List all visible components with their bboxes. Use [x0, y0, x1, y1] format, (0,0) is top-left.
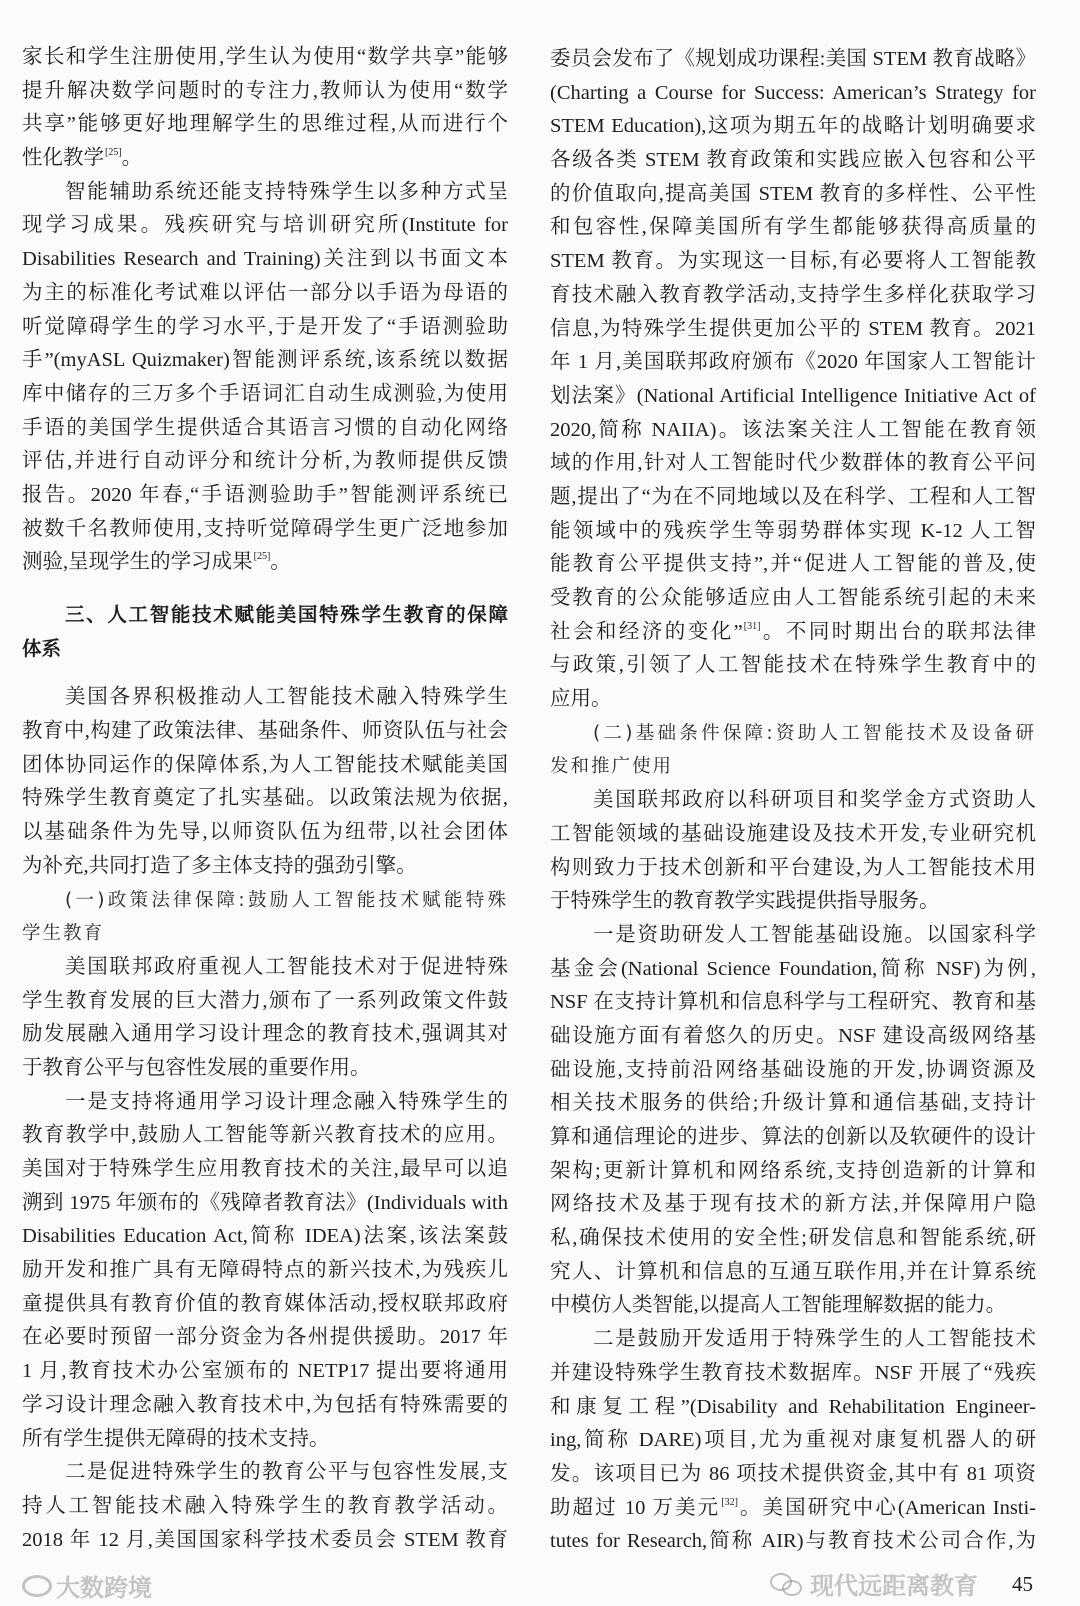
wechat-icon: [770, 1571, 804, 1597]
line-text: 励开发和推广具有无障碍特点的新兴技术,为残疾儿: [22, 1259, 508, 1282]
text-line: [22, 546, 508, 580]
line-text: 为主的标准化考试难以评估一部分以手语为母语的: [22, 281, 508, 304]
text-line: [550, 986, 1036, 1020]
text-line: [550, 953, 1036, 987]
citation-reference: [31]: [743, 620, 761, 632]
text-line: [22, 1119, 508, 1153]
text-line: [22, 715, 508, 749]
text-line: [550, 515, 1036, 549]
text-line: [22, 142, 508, 176]
line-text: 应用。: [550, 688, 612, 711]
text-line: [22, 277, 508, 311]
line-text: 助超过 10 万美元: [550, 1496, 721, 1519]
line-text: 一是资助研发人工智能基础设施。以国家科学: [593, 923, 1036, 946]
subsection-heading-line: [550, 750, 1036, 784]
text-line: [550, 1155, 1036, 1189]
line-text: (一)政策法律保障:鼓励人工智能技术赋能特殊: [65, 889, 508, 911]
line-text: 学生教育: [22, 923, 105, 945]
text-line: [22, 108, 508, 142]
line-text: 智能辅助系统还能支持特殊学生以多种方式呈: [65, 180, 508, 203]
line-text: 共享”能够更好地理解学生的思维过程,从而进行个: [22, 113, 508, 136]
line-text: STEM 教育。为实现这一目标,有必要将人工智能教: [550, 250, 1036, 273]
text-line: [22, 749, 508, 783]
line-text: 中模仿人类智能,以提高人工智能理解数据的能力。: [550, 1294, 1007, 1317]
line-text: 并建设特殊学生教育技术数据库。NSF 开展了“残疾: [550, 1361, 1036, 1384]
line-text: 体系: [22, 636, 62, 660]
line-text: 工智能领域的基础设施建设及技术开发,专业研究机: [550, 822, 1036, 845]
text-line: [550, 919, 1036, 953]
text-line: [550, 144, 1036, 178]
subsection-heading-line: [22, 884, 508, 918]
text-line: [22, 816, 508, 850]
line-text: 受教育的公众能够适应由人工智能系统引起的未来: [550, 587, 1036, 609]
text-line: [550, 1087, 1036, 1121]
text-line: [550, 380, 1036, 414]
subsection-heading-line: [550, 717, 1036, 751]
line-text: 库中储存的三万多个手语词汇自动生成测验,为使用: [22, 382, 508, 405]
line-text: 于特殊学生的教育教学实践提供指导服务。: [550, 890, 940, 913]
text-line: [550, 178, 1036, 212]
line-text-after-citation: 。: [270, 551, 291, 574]
line-text: 各级各类 STEM 教育政策和实践应嵌入包容和公平: [550, 149, 1036, 172]
line-text: 提升解决数学问题时的专注力,教师认为使用“数学: [22, 79, 508, 102]
line-text: 基金会(National Science Foundation,简称 NSF)为例,: [550, 957, 1036, 980]
text-line: [22, 445, 508, 479]
text-line: [22, 479, 508, 513]
line-text: 能教育公平提供支持”,并“促进人工智能的普及,使: [550, 553, 1036, 576]
text-line: [550, 1020, 1036, 1054]
text-line: [22, 951, 508, 985]
text-line: [22, 1288, 508, 1322]
text-line: [22, 1524, 508, 1558]
line-text: 为补充,共同打造了多主体支持的强劲引擎。: [22, 854, 417, 877]
line-text: 信息,为特殊学生提供更加公平的 STEM 教育。2021: [550, 317, 1036, 340]
text-line: [550, 1458, 1036, 1492]
line-text: 性化教学: [22, 147, 104, 170]
text-line: [22, 209, 508, 243]
brand-logo-icon: [22, 1575, 52, 1597]
line-text: 三、人工智能技术赋能美国特殊学生教育的保障: [65, 603, 508, 626]
line-text: 发和推广使用: [550, 756, 674, 778]
text-line: [22, 176, 508, 210]
text-line: [550, 649, 1036, 683]
text-line: [550, 1054, 1036, 1088]
text-line: [22, 985, 508, 1019]
line-text: 私,确保技术使用的安全性;研发信息和智能系统,研: [550, 1227, 1036, 1250]
line-text: Disabilities Education Act,简称 IDEA)法案,该法案鼓: [22, 1225, 508, 1248]
text-line: [22, 243, 508, 277]
watermark-right: [770, 1566, 978, 1601]
line-text: 二是鼓励开发适用于特殊学生的人工智能技术: [593, 1328, 1036, 1351]
line-text: 美国联邦政府以科研项目和奖学金方式资助人: [593, 789, 1036, 812]
line-text: 的价值取向,提高美国 STEM 教育的多样性、公平性: [550, 182, 1036, 205]
line-text: 构则致力于技术创新和平台建设,为人工智能技术用: [550, 856, 1036, 879]
text-line: [22, 311, 508, 345]
text-line: [550, 1188, 1036, 1222]
text-line: [550, 548, 1036, 582]
citation-reference: [25]: [105, 147, 122, 159]
watermark-left-text: 大数跨境: [56, 1574, 152, 1602]
text-line: [550, 110, 1036, 144]
text-line: [550, 1323, 1036, 1357]
line-text: 手语的美国学生提供适合其语言习惯的自动化网络: [22, 416, 508, 439]
line-text: 教育中,构建了政策法律、基础条件、师资队伍与社会: [22, 720, 508, 743]
line-text: STEM Education),这项为期五年的战略计划明确要求: [550, 115, 1036, 138]
line-text: 相关技术服务的供给;升级计算和通信基础,支持计: [550, 1092, 1036, 1115]
section-heading-line: [22, 632, 508, 666]
page-number: 45: [1012, 1572, 1033, 1596]
line-text: 网络技术及基于现有技术的新方法,并保障用户隐: [550, 1193, 1036, 1216]
line-text: 和康复工程”(Disability and Rehabilitation Engineer-: [550, 1395, 1036, 1418]
line-text: 于教育公平与包容性发展的重要作用。: [22, 1056, 371, 1079]
text-line: [550, 683, 1036, 717]
line-text: Disabilities Research and Training)关注到以书面文本: [22, 248, 508, 271]
line-text: 委员会发布了《规划成功课程:美国 STEM 教育战略》: [550, 48, 1036, 70]
text-line: [22, 1423, 508, 1457]
line-text: 1 月,教育技术办公室颁布的 NETP17 提出要将通用: [22, 1360, 508, 1383]
line-text: 能领域中的残疾学生等弱势群体实现 K-12 人工智: [550, 519, 1036, 542]
text-line: [550, 1121, 1036, 1155]
line-text: 溯到 1975 年颁布的《残障者教育法》(Individuals with: [22, 1191, 508, 1214]
line-text: 划法案》(National Artificial Intelligence Initiative Act of: [550, 384, 1036, 407]
line-text: 测验,呈现学生的学习成果: [22, 551, 253, 574]
watermark-right-text: 现代远距离教育: [810, 1572, 978, 1600]
text-line: [550, 77, 1036, 111]
text-line: [550, 211, 1036, 245]
line-text: 在必要时预留一部分资金为各州提供援助。2017 年: [22, 1326, 508, 1349]
line-text: 现学习成果。残疾研究与培训研究所(Institute for: [22, 214, 508, 237]
text-line: [550, 1424, 1036, 1458]
text-line: [550, 447, 1036, 481]
text-line: [22, 1220, 508, 1254]
text-line: [550, 1357, 1036, 1391]
text-line: [22, 681, 508, 715]
line-text: 二是促进特殊学生的教育公平与包容性发展,支: [65, 1461, 508, 1484]
text-line: [22, 782, 508, 816]
text-line: [22, 41, 508, 75]
line-text: 究人、计算机和信息的互通互联作用,并在计算系统: [550, 1260, 1036, 1283]
line-text-after-citation: 。不同时期出台的联邦法律: [760, 620, 1036, 643]
line-text: 童提供具有教育价值的教育媒体活动,授权联邦政府: [22, 1292, 508, 1315]
text-line: [22, 378, 508, 412]
text-line: [550, 1289, 1036, 1323]
text-line: [22, 75, 508, 109]
line-text: 手”(myASL Quizmaker)智能测评系统,该系统以数据: [22, 349, 508, 372]
text-line: [550, 1525, 1036, 1559]
text-line: [22, 1052, 508, 1086]
text-line: [550, 616, 1036, 650]
subsection-heading-line: [22, 917, 508, 951]
text-line: [550, 313, 1036, 347]
text-line: [22, 1490, 508, 1524]
line-text: 持人工智能技术融入特殊学生的教育教学活动。: [22, 1494, 508, 1517]
text-line: [22, 1355, 508, 1389]
line-text: 美国对于特殊学生应用教育技术的关注,最早可以追: [22, 1158, 508, 1180]
text-line: [22, 513, 508, 547]
line-text: 学习设计理念融入教育技术中,为包括有特殊需要的: [22, 1393, 508, 1416]
text-line: [550, 279, 1036, 313]
line-text: 美国联邦政府重视人工智能技术对于促进特殊: [65, 955, 508, 978]
line-text: 架构;更新计算机和网络系统,支持创造新的计算和: [550, 1159, 1036, 1182]
line-text: 家长和学生注册使用,学生认为使用“数学共享”能够: [22, 46, 508, 68]
line-text: 算和通信理论的进步、算法的创新以及软硬件的设计: [550, 1126, 1036, 1148]
line-text: 2018 年 12 月,美国国家科学技术委员会 STEM 教育: [22, 1528, 508, 1551]
text-line: [22, 1456, 508, 1490]
line-text: 所有学生提供无障碍的技术支持。: [22, 1427, 330, 1450]
line-text: (Charting a Course for Success: American’s Strategy for: [550, 81, 1036, 104]
line-text: NSF 在支持计算机和信息科学与工程研究、教育和基: [550, 991, 1036, 1014]
line-text: 域的作用,针对人工智能时代少数群体的教育公平问: [550, 452, 1036, 475]
text-line: [550, 1256, 1036, 1290]
line-text: 评估,并进行自动评分和统计分析,为教师提供反馈: [22, 450, 508, 473]
line-text: 发。该项目已为 86 项技术提供资金,其中有 81 项资: [550, 1462, 1036, 1485]
watermark-left: [22, 1568, 152, 1603]
text-line: [550, 346, 1036, 380]
text-line: [22, 1389, 508, 1423]
line-text: 础设施方面有着悠久的历史。NSF 建设高级网络基: [550, 1024, 1036, 1047]
line-text-after-citation: 。: [121, 147, 143, 170]
text-line: [550, 481, 1036, 515]
line-text: (二)基础条件保障:资助人工智能技术及设备研: [593, 722, 1036, 744]
text-line: [550, 43, 1036, 77]
text-line: [550, 582, 1036, 616]
text-line: [22, 412, 508, 446]
line-text: 以基础条件为先导,以师资队伍为纽带,以社会团体: [22, 821, 508, 844]
text-line: [22, 344, 508, 378]
line-text: 和包容性,保障美国所有学生都能够获得高质量的: [550, 216, 1036, 239]
line-text-after-citation: 。美国研究中心(American Insti-: [737, 1496, 1037, 1519]
line-text: 被数千名教师使用,支持听觉障碍学生更广泛地参加: [22, 517, 508, 540]
line-text: 2020,简称 NAIIA)。该法案关注人工智能在教育领: [550, 418, 1036, 441]
text-line: [550, 885, 1036, 919]
line-text: tutes for Research,简称 AIR)与教育技术公司合作,为: [550, 1530, 1036, 1553]
line-text: 与政策,引领了人工智能技术在特殊学生教育中的: [550, 654, 1036, 677]
text-line: [550, 1492, 1036, 1526]
text-line: [550, 852, 1036, 886]
text-line: [550, 1222, 1036, 1256]
text-line: [550, 1391, 1036, 1425]
line-text: 一是支持将通用学习设计理念融入特殊学生的: [65, 1090, 508, 1113]
text-line: [22, 1018, 508, 1052]
line-text: 础设施,支持前沿网络基础设施的开发,协调资源及: [550, 1058, 1036, 1081]
text-line: [22, 1321, 508, 1355]
left-column: [22, 41, 508, 1557]
line-text: 美国各界积极推动人工智能技术融入特殊学生: [65, 686, 508, 709]
line-text: 题,提出了“为在不同地域以及在科学、工程和人工智: [550, 485, 1036, 508]
text-line: [22, 850, 508, 884]
line-text: ing,简称 DARE)项目,尤为重视对康复机器人的研: [550, 1429, 1036, 1452]
line-text: 教育教学中,鼓励人工智能等新兴教育技术的应用。: [22, 1124, 508, 1147]
line-text: 学生教育发展的巨大潜力,颁布了一系列政策文件鼓: [22, 989, 508, 1012]
line-text: 励发展融入通用学习设计理念的教育技术,强调其对: [22, 1023, 508, 1046]
right-column: [550, 43, 1036, 1559]
text-line: [550, 818, 1036, 852]
line-text: 特殊学生教育奠定了扎实基础。以政策法规为依据,: [22, 787, 508, 810]
citation-reference: [32]: [721, 1496, 738, 1508]
line-text: 听觉障碍学生的学习水平,于是开发了“手语测验助: [22, 315, 508, 338]
text-line: [550, 414, 1036, 448]
text-line: [550, 245, 1036, 279]
text-line: [22, 1187, 508, 1221]
line-text: 社会和经济的变化”: [550, 620, 743, 643]
citation-reference: [25]: [253, 551, 271, 563]
text-line: [550, 784, 1036, 818]
section-heading-line: [22, 598, 508, 632]
text-line: [22, 1254, 508, 1288]
line-text: 报告。2020 年春,“手语测验助手”智能测评系统已: [22, 483, 508, 506]
line-text: 育技术融入教育教学活动,支持学生多样化获取学习: [550, 283, 1036, 306]
text-line: [22, 1086, 508, 1120]
line-text: 年 1 月,美国联邦政府颁布《2020 年国家人工智能计: [550, 351, 1036, 374]
line-text: 团体协同运作的保障体系,为人工智能技术赋能美国: [22, 753, 508, 776]
text-line: [22, 1153, 508, 1187]
